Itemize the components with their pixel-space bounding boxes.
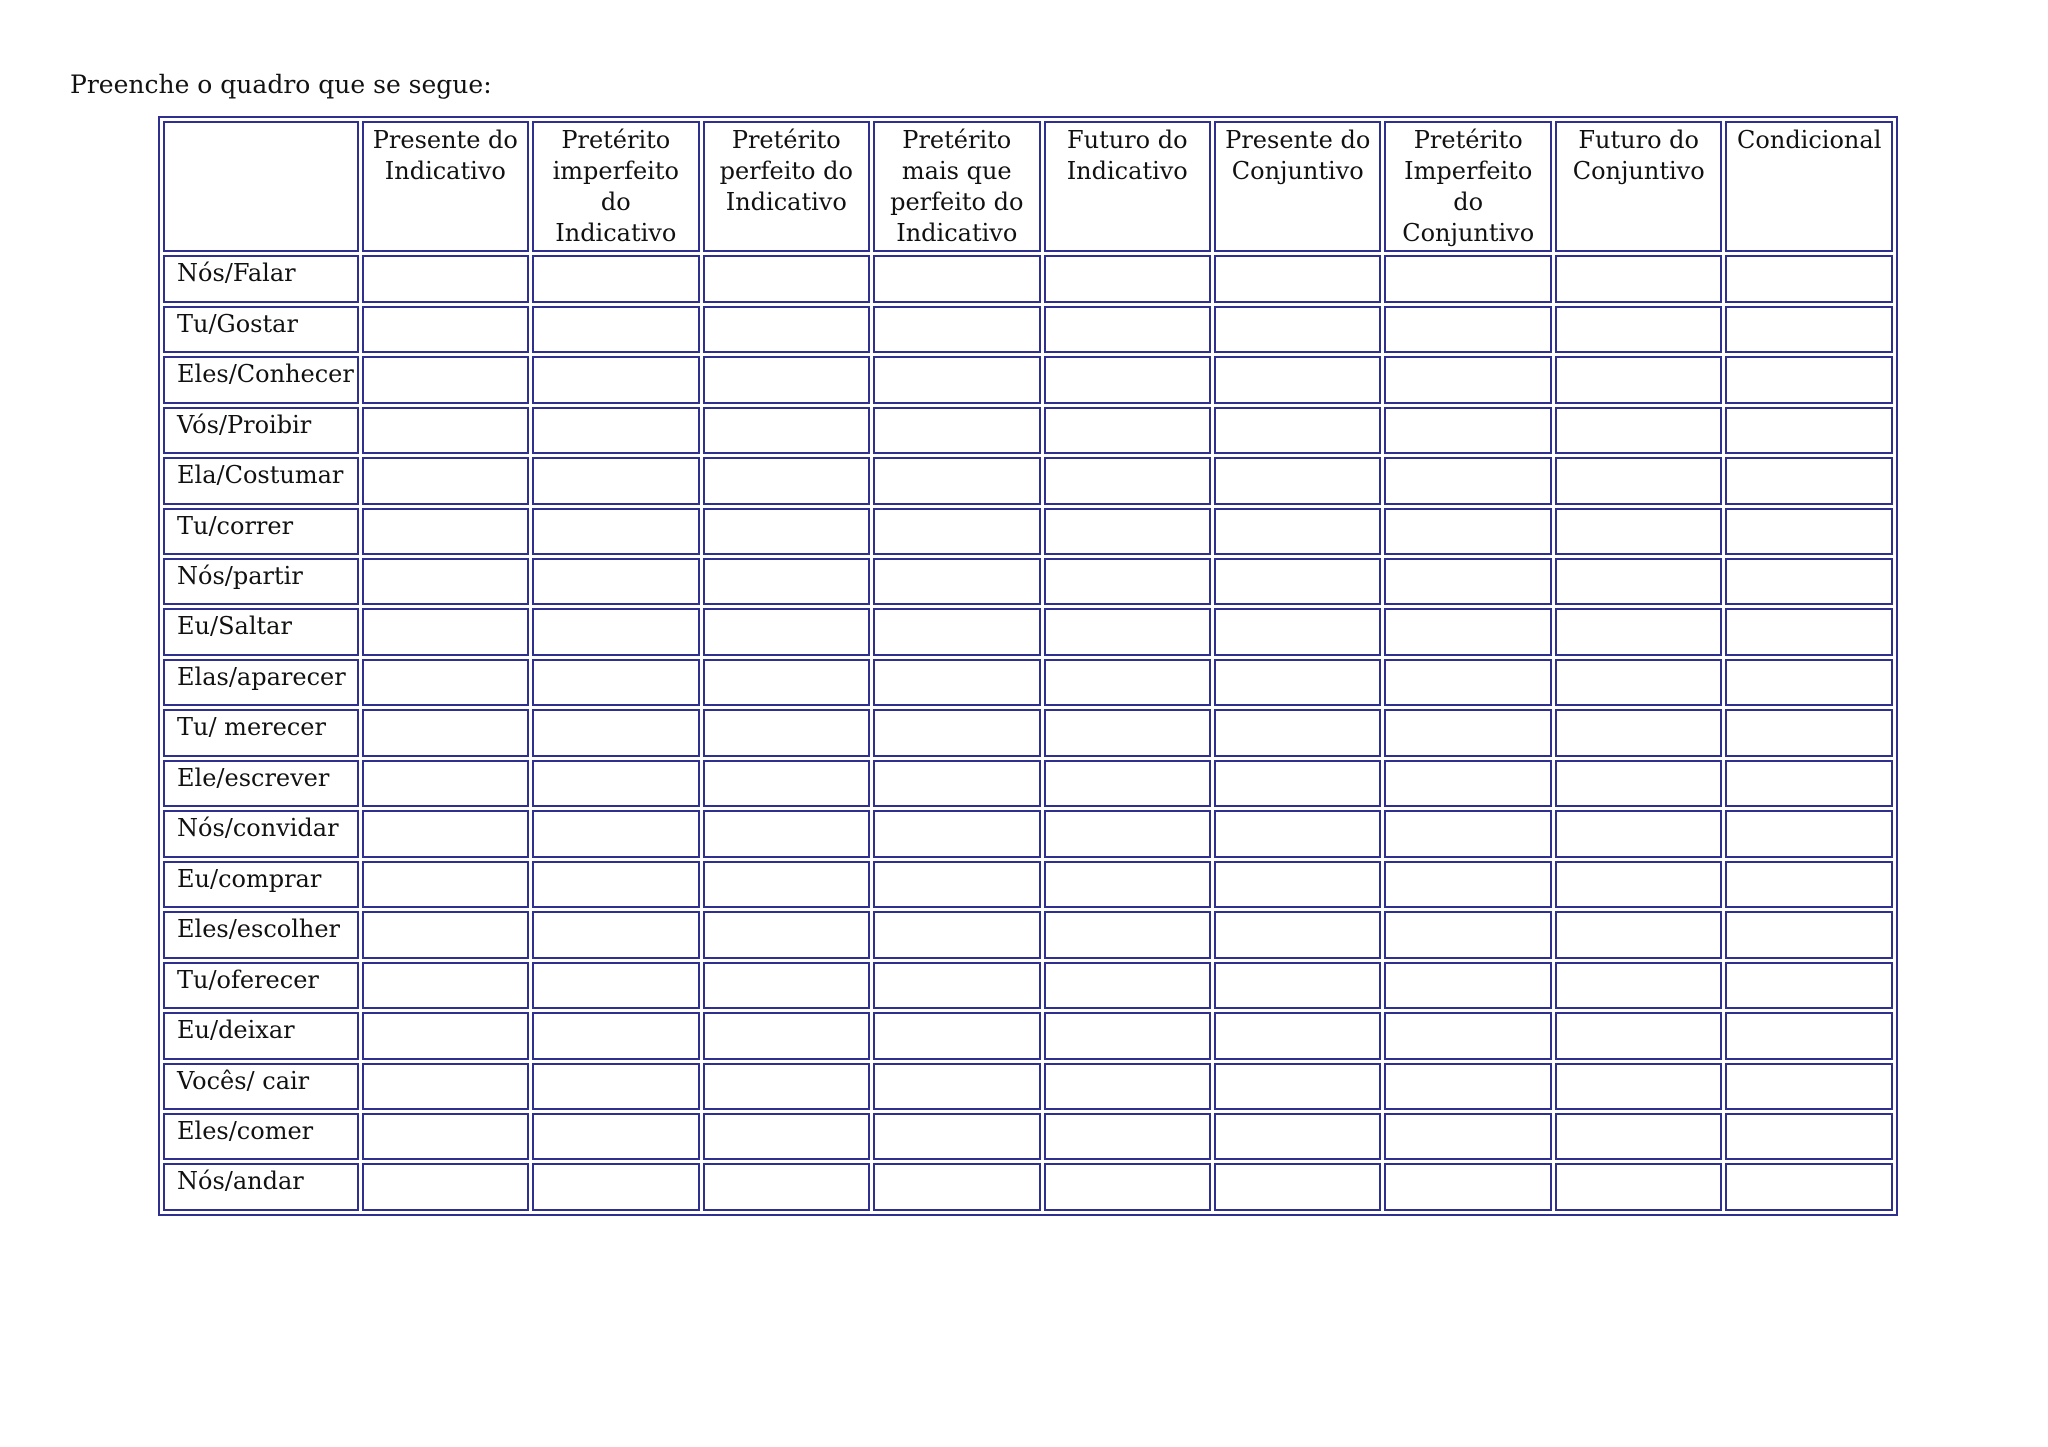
column-header-label: Presente do Indicativo — [372, 126, 518, 185]
answer-cell[interactable] — [873, 1012, 1040, 1059]
answer-cell[interactable] — [532, 407, 699, 454]
answer-cell[interactable] — [1555, 709, 1722, 756]
answer-cell[interactable] — [1214, 760, 1381, 807]
answer-cell[interactable] — [532, 760, 699, 807]
answer-cell[interactable] — [1384, 407, 1551, 454]
answer-cell[interactable] — [873, 1113, 1040, 1160]
answer-cell[interactable] — [873, 962, 1040, 1009]
answer-cell[interactable] — [362, 558, 529, 605]
answer-cell[interactable] — [1555, 356, 1722, 403]
row-label: Tu/ merecer — [163, 709, 359, 756]
answer-cell[interactable] — [703, 356, 870, 403]
table-row — [163, 709, 1893, 756]
answer-cell[interactable] — [1725, 1012, 1893, 1059]
answer-cell[interactable] — [1384, 356, 1551, 403]
answer-cell[interactable] — [362, 1113, 529, 1160]
table-row — [163, 457, 1893, 504]
row-label: Eles/comer — [163, 1113, 359, 1160]
answer-cell[interactable] — [703, 962, 870, 1009]
answer-cell[interactable] — [873, 356, 1040, 403]
table-row — [163, 861, 1893, 908]
answer-cell[interactable] — [1384, 558, 1551, 605]
answer-cell[interactable] — [532, 356, 699, 403]
answer-cell[interactable] — [1555, 962, 1722, 1009]
table-row — [163, 1012, 1893, 1059]
row-label: Vós/Proibir — [163, 407, 359, 454]
answer-cell[interactable] — [1214, 1113, 1381, 1160]
answer-cell[interactable] — [1725, 508, 1893, 555]
answer-cell[interactable] — [362, 1163, 529, 1211]
answer-cell[interactable] — [1044, 1063, 1211, 1110]
answer-cell[interactable] — [1214, 255, 1381, 302]
column-header-label: Pretérito Imperfeito do Conjuntivo — [1402, 126, 1535, 247]
answer-cell[interactable] — [1214, 356, 1381, 403]
answer-cell[interactable] — [703, 1163, 870, 1211]
table-row — [163, 1163, 1893, 1211]
answer-cell[interactable] — [1384, 760, 1551, 807]
row-label: Tu/correr — [163, 508, 359, 555]
row-label: Nós/partir — [163, 558, 359, 605]
answer-cell[interactable] — [532, 255, 699, 302]
answer-cell[interactable] — [362, 306, 529, 353]
answer-cell[interactable] — [1555, 1012, 1722, 1059]
instruction-text: Preenche o quadro que se segue: — [70, 70, 492, 99]
table-row — [163, 508, 1893, 555]
answer-cell[interactable] — [532, 962, 699, 1009]
column-header-label: Pretérito imperfeito do Indicativo — [552, 126, 679, 247]
column-header — [362, 121, 529, 252]
answer-cell[interactable] — [1044, 1012, 1211, 1059]
answer-cell[interactable] — [1384, 709, 1551, 756]
answer-cell[interactable] — [873, 306, 1040, 353]
answer-cell[interactable] — [1214, 659, 1381, 706]
answer-cell[interactable] — [362, 457, 529, 504]
answer-cell[interactable] — [1044, 659, 1211, 706]
answer-cell[interactable] — [1044, 255, 1211, 302]
answer-cell[interactable] — [703, 659, 870, 706]
answer-cell[interactable] — [703, 558, 870, 605]
answer-cell[interactable] — [1044, 407, 1211, 454]
answer-cell[interactable] — [1555, 659, 1722, 706]
answer-cell[interactable] — [1555, 861, 1722, 908]
answer-cell[interactable] — [873, 558, 1040, 605]
column-header — [873, 121, 1040, 252]
answer-cell[interactable] — [1214, 810, 1381, 857]
answer-cell[interactable] — [362, 760, 529, 807]
answer-cell[interactable] — [362, 1012, 529, 1059]
answer-cell[interactable] — [1384, 508, 1551, 555]
answer-cell[interactable] — [703, 457, 870, 504]
table-row — [163, 659, 1893, 706]
answer-cell[interactable] — [1384, 608, 1551, 655]
answer-cell[interactable] — [532, 709, 699, 756]
answer-cell[interactable] — [362, 709, 529, 756]
answer-cell[interactable] — [362, 911, 529, 958]
answer-cell[interactable] — [1555, 911, 1722, 958]
column-header-label: Futuro do Indicativo — [1066, 126, 1188, 185]
row-label: Eu/comprar — [163, 861, 359, 908]
table-row — [163, 1063, 1893, 1110]
answer-cell[interactable] — [873, 407, 1040, 454]
answer-cell[interactable] — [362, 356, 529, 403]
answer-cell[interactable] — [703, 306, 870, 353]
table-row — [163, 356, 1893, 403]
answer-cell[interactable] — [703, 1063, 870, 1110]
answer-cell[interactable] — [532, 608, 699, 655]
answer-cell[interactable] — [873, 1163, 1040, 1211]
answer-cell[interactable] — [362, 962, 529, 1009]
answer-cell[interactable] — [1384, 1012, 1551, 1059]
column-header — [1555, 121, 1722, 252]
table-row — [163, 810, 1893, 857]
answer-cell[interactable] — [532, 1063, 699, 1110]
answer-cell[interactable] — [1725, 760, 1893, 807]
row-label: Eu/deixar — [163, 1012, 359, 1059]
answer-cell[interactable] — [532, 861, 699, 908]
answer-cell[interactable] — [1555, 457, 1722, 504]
answer-cell[interactable] — [873, 1063, 1040, 1110]
verb-conjugation-table — [158, 116, 1898, 1216]
header-row — [163, 121, 1893, 252]
column-header — [1214, 121, 1381, 252]
answer-cell[interactable] — [873, 709, 1040, 756]
answer-cell[interactable] — [873, 659, 1040, 706]
answer-cell[interactable] — [362, 407, 529, 454]
answer-cell[interactable] — [1725, 558, 1893, 605]
answer-cell[interactable] — [1044, 1113, 1211, 1160]
answer-cell[interactable] — [1044, 810, 1211, 857]
table-row — [163, 608, 1893, 655]
answer-cell[interactable] — [1214, 911, 1381, 958]
row-label: Ele/escrever — [163, 760, 359, 807]
answer-cell[interactable] — [532, 1113, 699, 1160]
answer-cell[interactable] — [1044, 306, 1211, 353]
answer-cell[interactable] — [1384, 1113, 1551, 1160]
answer-cell[interactable] — [1555, 255, 1722, 302]
answer-cell[interactable] — [703, 1012, 870, 1059]
row-label: Vocês/ cair — [163, 1063, 359, 1110]
answer-cell[interactable] — [1384, 861, 1551, 908]
row-label: Elas/aparecer — [163, 659, 359, 706]
answer-cell[interactable] — [1725, 608, 1893, 655]
answer-cell[interactable] — [1555, 1113, 1722, 1160]
answer-cell[interactable] — [532, 457, 699, 504]
column-header-label: Pretérito mais que perfeito do Indicativo — [890, 126, 1024, 247]
answer-cell[interactable] — [1384, 457, 1551, 504]
row-label: Nós/andar — [163, 1163, 359, 1211]
column-header-label: Condicional — [1737, 126, 1882, 154]
answer-cell[interactable] — [873, 810, 1040, 857]
answer-cell[interactable] — [1725, 911, 1893, 958]
answer-cell[interactable] — [362, 861, 529, 908]
answer-cell[interactable] — [703, 861, 870, 908]
answer-cell[interactable] — [873, 911, 1040, 958]
answer-cell[interactable] — [1044, 457, 1211, 504]
answer-cell[interactable] — [873, 255, 1040, 302]
answer-cell[interactable] — [703, 608, 870, 655]
answer-cell[interactable] — [1725, 861, 1893, 908]
answer-cell[interactable] — [532, 306, 699, 353]
answer-cell[interactable] — [1044, 911, 1211, 958]
answer-cell[interactable] — [1725, 709, 1893, 756]
answer-cell[interactable] — [1555, 1063, 1722, 1110]
answer-cell[interactable] — [1214, 1012, 1381, 1059]
answer-cell[interactable] — [1214, 407, 1381, 454]
answer-cell[interactable] — [1725, 407, 1893, 454]
answer-cell[interactable] — [1384, 1163, 1551, 1211]
answer-cell[interactable] — [1214, 1063, 1381, 1110]
answer-cell[interactable] — [362, 810, 529, 857]
answer-cell[interactable] — [873, 760, 1040, 807]
row-label: Tu/oferecer — [163, 962, 359, 1009]
answer-cell[interactable] — [1214, 457, 1381, 504]
answer-cell[interactable] — [1044, 558, 1211, 605]
answer-cell[interactable] — [362, 608, 529, 655]
column-header — [1384, 121, 1551, 252]
answer-cell[interactable] — [703, 911, 870, 958]
column-header-label: Futuro do Conjuntivo — [1572, 126, 1705, 185]
answer-cell[interactable] — [873, 508, 1040, 555]
answer-cell[interactable] — [1384, 962, 1551, 1009]
answer-cell[interactable] — [1555, 558, 1722, 605]
answer-cell[interactable] — [703, 760, 870, 807]
answer-cell[interactable] — [703, 508, 870, 555]
answer-cell[interactable] — [873, 457, 1040, 504]
answer-cell[interactable] — [1044, 608, 1211, 655]
answer-cell[interactable] — [1214, 861, 1381, 908]
table-row — [163, 1113, 1893, 1160]
answer-cell[interactable] — [362, 659, 529, 706]
row-label: Eles/Conhecer — [163, 356, 359, 403]
answer-cell[interactable] — [1725, 1163, 1893, 1211]
table-row — [163, 760, 1893, 807]
answer-cell[interactable] — [1725, 356, 1893, 403]
answer-cell[interactable] — [1555, 810, 1722, 857]
answer-cell[interactable] — [1044, 760, 1211, 807]
answer-cell[interactable] — [703, 255, 870, 302]
answer-cell[interactable] — [532, 558, 699, 605]
row-label: Ela/Costumar — [163, 457, 359, 504]
answer-cell[interactable] — [1044, 962, 1211, 1009]
answer-cell[interactable] — [1555, 760, 1722, 807]
table-row — [163, 558, 1893, 605]
answer-cell[interactable] — [703, 810, 870, 857]
table-row — [163, 255, 1893, 302]
answer-cell[interactable] — [532, 659, 699, 706]
answer-cell[interactable] — [1384, 306, 1551, 353]
answer-cell[interactable] — [1555, 407, 1722, 454]
table-row — [163, 962, 1893, 1009]
answer-cell[interactable] — [532, 1012, 699, 1059]
answer-cell[interactable] — [1214, 558, 1381, 605]
answer-cell[interactable] — [1725, 962, 1893, 1009]
answer-cell[interactable] — [532, 508, 699, 555]
answer-cell[interactable] — [1384, 1063, 1551, 1110]
answer-cell[interactable] — [362, 255, 529, 302]
answer-cell[interactable] — [1384, 255, 1551, 302]
answer-cell[interactable] — [1555, 306, 1722, 353]
row-label: Eles/escolher — [163, 911, 359, 958]
column-header — [1044, 121, 1211, 252]
answer-cell[interactable] — [1384, 911, 1551, 958]
row-label: Tu/Gostar — [163, 306, 359, 353]
row-label: Nós/convidar — [163, 810, 359, 857]
answer-cell[interactable] — [1044, 508, 1211, 555]
answer-cell[interactable] — [1725, 255, 1893, 302]
corner-cell — [163, 121, 359, 252]
answer-cell[interactable] — [1214, 508, 1381, 555]
column-header-label: Pretérito perfeito do Indicativo — [719, 126, 853, 216]
table-row — [163, 407, 1893, 454]
answer-cell[interactable] — [362, 508, 529, 555]
column-header — [532, 121, 699, 252]
answer-cell[interactable] — [873, 861, 1040, 908]
answer-cell[interactable] — [1555, 508, 1722, 555]
answer-cell[interactable] — [1214, 709, 1381, 756]
answer-cell[interactable] — [1384, 659, 1551, 706]
column-header — [703, 121, 870, 252]
answer-cell[interactable] — [1725, 1113, 1893, 1160]
answer-cell[interactable] — [1725, 1063, 1893, 1110]
answer-cell[interactable] — [532, 810, 699, 857]
answer-cell[interactable] — [703, 407, 870, 454]
answer-cell[interactable] — [1044, 861, 1211, 908]
answer-cell[interactable] — [703, 1113, 870, 1160]
row-label: Eu/Saltar — [163, 608, 359, 655]
answer-cell[interactable] — [1384, 810, 1551, 857]
answer-cell[interactable] — [1044, 709, 1211, 756]
answer-cell[interactable] — [1214, 306, 1381, 353]
column-header-label: Presente do Conjuntivo — [1225, 126, 1371, 185]
answer-cell[interactable] — [1214, 962, 1381, 1009]
table-row — [163, 911, 1893, 958]
table-body — [163, 121, 1893, 1211]
answer-cell[interactable] — [1214, 1163, 1381, 1211]
answer-cell[interactable] — [362, 1063, 529, 1110]
answer-cell[interactable] — [532, 1163, 699, 1211]
answer-cell[interactable] — [1555, 1163, 1722, 1211]
answer-cell[interactable] — [703, 709, 870, 756]
answer-cell[interactable] — [873, 608, 1040, 655]
answer-cell[interactable] — [1044, 1163, 1211, 1211]
answer-cell[interactable] — [1044, 356, 1211, 403]
column-header — [1725, 121, 1893, 252]
answer-cell[interactable] — [1725, 810, 1893, 857]
answer-cell[interactable] — [1214, 608, 1381, 655]
answer-cell[interactable] — [1555, 608, 1722, 655]
answer-cell[interactable] — [1725, 457, 1893, 504]
answer-cell[interactable] — [532, 911, 699, 958]
answer-cell[interactable] — [1725, 306, 1893, 353]
answer-cell[interactable] — [1725, 659, 1893, 706]
table-row — [163, 306, 1893, 353]
row-label: Nós/Falar — [163, 255, 359, 302]
